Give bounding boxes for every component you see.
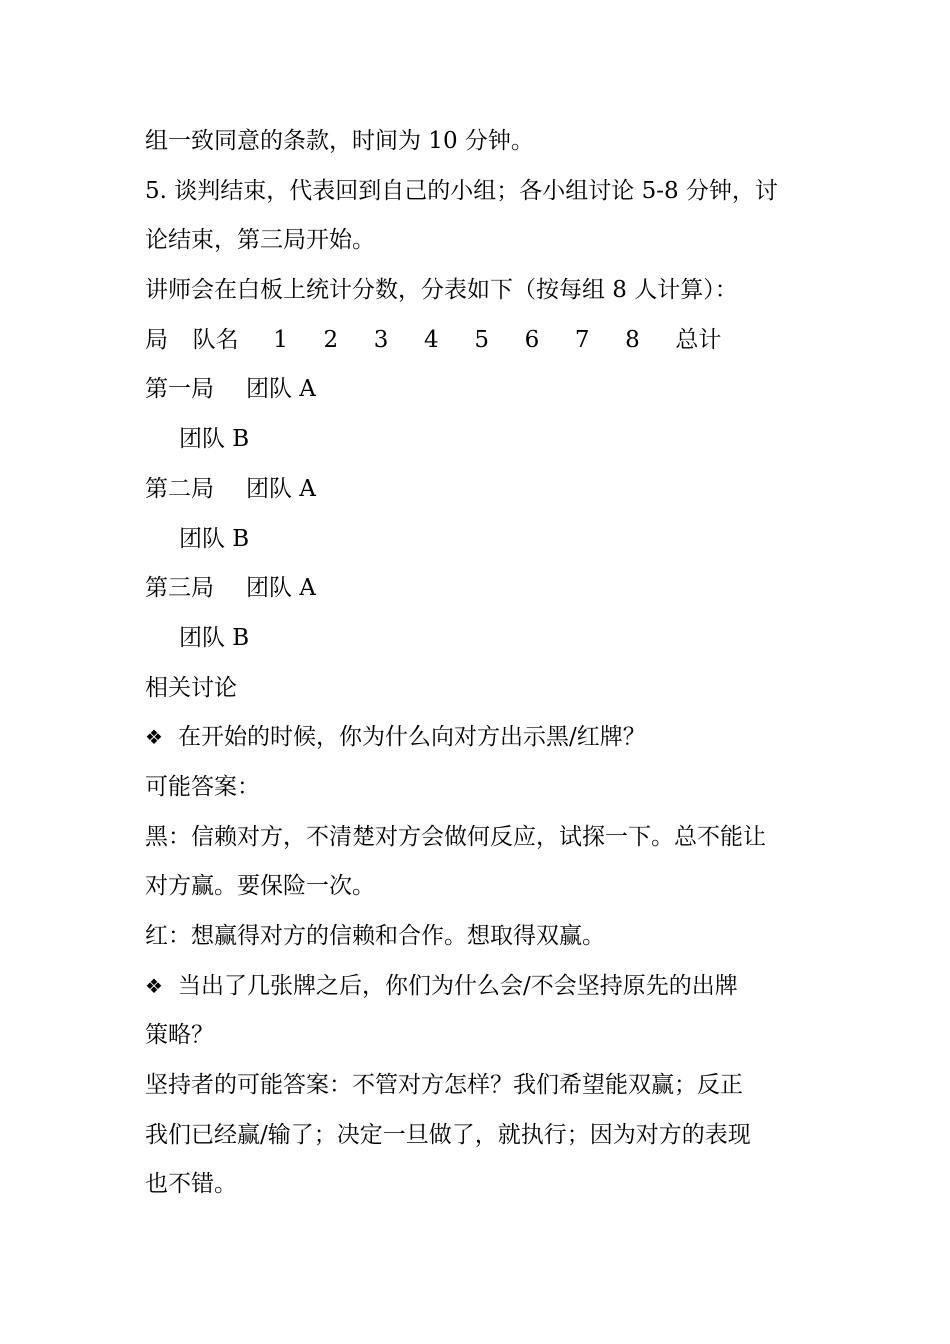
header-col-2: 2 bbox=[323, 326, 339, 353]
question-text: 在开始的时候，你为什么向对方出示黑/红牌？ bbox=[178, 724, 646, 751]
diamond-bullet-icon: ❖ bbox=[145, 725, 163, 750]
question-text: 当出了几张牌之后，你们为什么会/不会坚持原先的出牌 bbox=[178, 972, 738, 999]
score-row-round-2-team-b bbox=[145, 515, 810, 565]
round-label: 第一局 bbox=[145, 376, 214, 403]
diamond-bullet-icon: ❖ bbox=[145, 973, 163, 998]
header-col-6: 6 bbox=[524, 326, 540, 353]
header-col-3: 3 bbox=[373, 326, 389, 353]
text-line: 讲师会在白板上统计分数，分表如下（按每组 8 人计算）： bbox=[145, 277, 738, 304]
team-label: 团队 A bbox=[246, 376, 316, 403]
header-round: 局 bbox=[145, 326, 168, 353]
answer-black-cont: 对方赢。要保险一次。 bbox=[145, 873, 375, 900]
score-row-round-1-team-a bbox=[145, 365, 810, 415]
header-col-5: 5 bbox=[474, 326, 489, 353]
header-col-7: 7 bbox=[574, 326, 590, 353]
answer-black: 黑：信赖对方，不清楚对方会做何反应，试探一下。总不能让 bbox=[145, 823, 766, 850]
answer-red: 红：想赢得对方的信赖和合作。想取得双赢。 bbox=[145, 923, 605, 949]
header-col-8: 8 bbox=[625, 326, 640, 353]
score-row-round-1-team-b bbox=[145, 415, 810, 465]
text-line: 论结束，第三局开始。 bbox=[145, 227, 375, 254]
question-1 bbox=[145, 713, 810, 763]
header-col-1: 1 bbox=[273, 326, 288, 353]
team-label: 团队 A bbox=[246, 575, 316, 602]
round-label: 第二局 bbox=[145, 475, 214, 502]
score-row-round-3-team-b bbox=[145, 614, 810, 664]
persist-answer-cont: 我们已经赢/输了；决定一旦做了，就执行；因为对方的表现 bbox=[145, 1121, 751, 1148]
score-row-round-3-team-a bbox=[145, 564, 810, 614]
question-2-cont: 策略？ bbox=[145, 1022, 214, 1049]
score-table-header bbox=[145, 316, 810, 366]
header-col-4: 4 bbox=[424, 326, 439, 353]
score-row-round-2-team-a bbox=[145, 465, 810, 515]
persist-answer: 坚持者的可能答案：不管对方怎样？我们希望能双赢；反正 bbox=[145, 1072, 743, 1099]
team-label: 团队 B bbox=[179, 426, 250, 453]
header-total: 总计 bbox=[675, 326, 722, 353]
answer-label: 可能答案： bbox=[145, 773, 260, 800]
header-team: 队名 bbox=[192, 326, 239, 353]
question-2 bbox=[145, 962, 810, 1012]
document-body bbox=[145, 117, 810, 1210]
persist-answer-end: 也不错。 bbox=[145, 1171, 237, 1198]
team-label: 团队 B bbox=[179, 624, 250, 651]
text-line: 组一致同意的条款，时间为 10 分钟。 bbox=[145, 128, 534, 154]
team-label: 团队 A bbox=[246, 475, 316, 502]
text-line: 5. 谈判结束，代表回到自己的小组；各小组讨论 5-8 分钟，讨 bbox=[145, 177, 778, 204]
discussion-heading: 相关讨论 bbox=[145, 674, 237, 701]
round-label: 第三局 bbox=[145, 575, 214, 602]
team-label: 团队 B bbox=[179, 525, 250, 552]
